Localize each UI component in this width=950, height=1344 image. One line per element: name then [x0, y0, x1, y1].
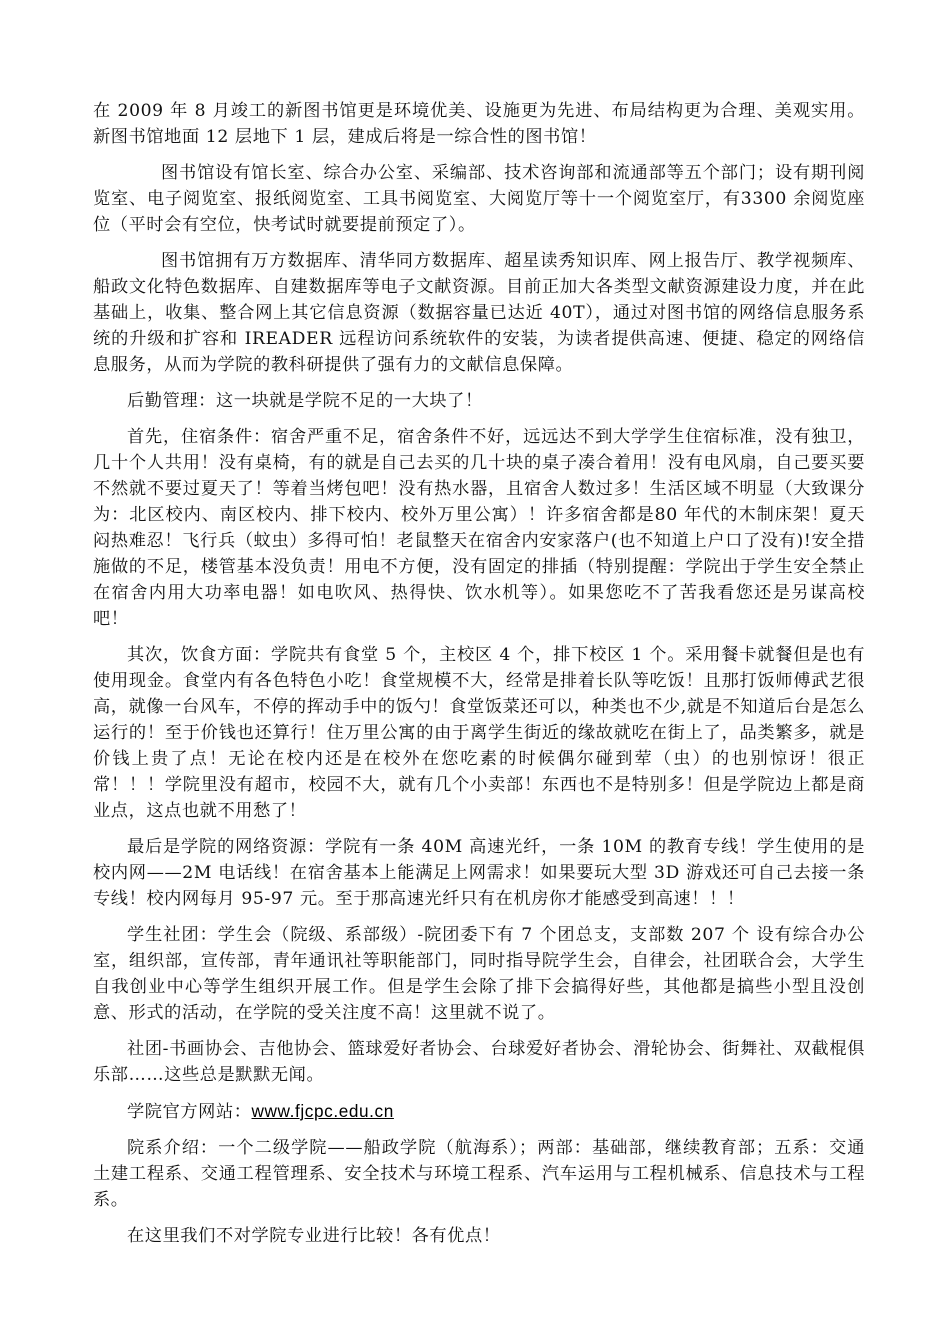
paragraph-library-databases: 图书馆拥有万方数据库、清华同方数据库、超星读秀知识库、网上报告厅、教学视频库、船政文化特色数据库、自建数据库等电子文献资源。目前正加大各类型文献资源建设力度，并在此基础上，收集、整合网上其它信息资源（数据容量已达近 40T），通过对图书馆的网络信息服务系统的升级和扩容和 IREADER 远程访问系统软件的安装，为读者提供高速、便捷、稳定的网络信息服务，从而为学院的教科研提供了强有力的文献信息保障。: [93, 251, 865, 375]
paragraph-clubs: 社团-书画协会、吉他协会、篮球爱好者协会、台球爱好者协会、滑轮协会、街舞社、双截棍俱乐部……这些总是默默无闻。: [93, 1039, 865, 1085]
paragraph-library-building: 在 2009 年 8 月竣工的新图书馆更是环境优美、设施更为先进、布局结构更为合理、美观实用。新图书馆地面 12 层地下 1 层，建成后将是一综合性的图书馆！: [93, 101, 865, 147]
paragraph-student-union: 学生社团：学生会（院级、系部级）-院团委下有 7 个团总支，支部数 207 个 设有综合办公室，组织部，宣传部，青年通讯社等职能部门，同时指导院学生会，自律会，社团联合会，大学生自我创业中心等学生组织开展工作。但是学生会除了排下会搞得好些，其他都是搞些小型且没创意、形式的活动，在学院的受关注度不高！这里就不说了。: [93, 925, 865, 1023]
paragraph-accommodation: 首先，住宿条件：宿舍严重不足，宿舍条件不好，远远达不到大学学生住宿标准，没有独卫，几十个人共用！没有桌椅，有的就是自己去买的几十块的桌子凑合着用！没有电风扇，自己要买要不然就不要过夏天了！等着当烤包吧！没有热水器，且宿舍人数过多！生活区域不明显（大致课分为：北区校内、南区校内、排下校内、校外万里公寓）！许多宿舍都是80 年代的木制床架！夏天闷热难忍！飞行兵（蚊虫）多得可怕！老鼠整天在宿舍内安家落户(也不知道上户口了没有)!安全措施做的不足，楼管基本没负责！用电不方便，没有固定的排插（特别提醒：学院出于学生安全禁止在宿舍内用大功率电器！如电吹风、热得快、饮水机等）。如果您吃不了苦我看您还是另谋高校吧！: [93, 427, 865, 629]
paragraph-closing: 在这里我们不对学院专业进行比较！各有优点！: [127, 1226, 501, 1246]
paragraph-logistics-heading: 后勤管理：这一块就是学院不足的一大块了！: [127, 391, 483, 411]
paragraph-dining: 其次，饮食方面：学院共有食堂 5 个，主校区 4 个，排下校区 1 个。采用餐卡就餐但是也有使用现金。食堂内有各色特色小吃！食堂规模不大，经常是排着长队等吃饭！且那打饭师傅武艺很高，就像一台风车，不停的挥动手中的饭勺！食堂饭菜还可以，种类也不少,就是不知道后台是怎么运行的！至于价钱也还算行！住万里公寓的由于离学生街近的缘故就吃在街上了，品类繁多，就是价钱上贵了点！无论在校内还是在校外在您吃素的时候偶尔碰到荤（虫）的也别惊讶！很正常！！！学院里没有超市，校园不大，就有几个小卖部！东西也不是特别多！但是学院边上都是商业点，这点也就不用愁了！: [93, 645, 865, 821]
paragraph-website: [93, 1098, 865, 1125]
website-label: 学院官方网站：: [127, 1102, 252, 1122]
paragraph-network: 最后是学院的网络资源：学院有一条 40M 高速光纤，一条 10M 的教育专线！学生使用的是校内网——2M 电话线！在宿舍基本上能满足上网需求！如果要玩大型 3D 游戏还可自己去接一条专线！校内网每月 95-97 元。至于那高速光纤只有在机房你才能感受到高速！！！: [93, 837, 865, 909]
document-body: [93, 98, 865, 1259]
paragraph-departments: 院系介绍：一个二级学院——船政学院（航海系）；两部：基础部，继续教育部；五系：交通土建工程系、交通工程管理系、安全技术与环境工程系、汽车运用与工程机械系、信息技术与工程系。: [93, 1138, 865, 1210]
website-link[interactable]: www.fjcpc.edu.cn: [251, 1101, 394, 1121]
paragraph-library-departments: 图书馆设有馆长室、综合办公室、采编部、技术咨询部和流通部等五个部门；设有期刊阅览室、电子阅览室、报纸阅览室、工具书阅览室、大阅览厅等十一个阅览室厅，有3300 余阅览座位（平时会有空位，快考试时就要提前预定了）。: [93, 163, 865, 235]
